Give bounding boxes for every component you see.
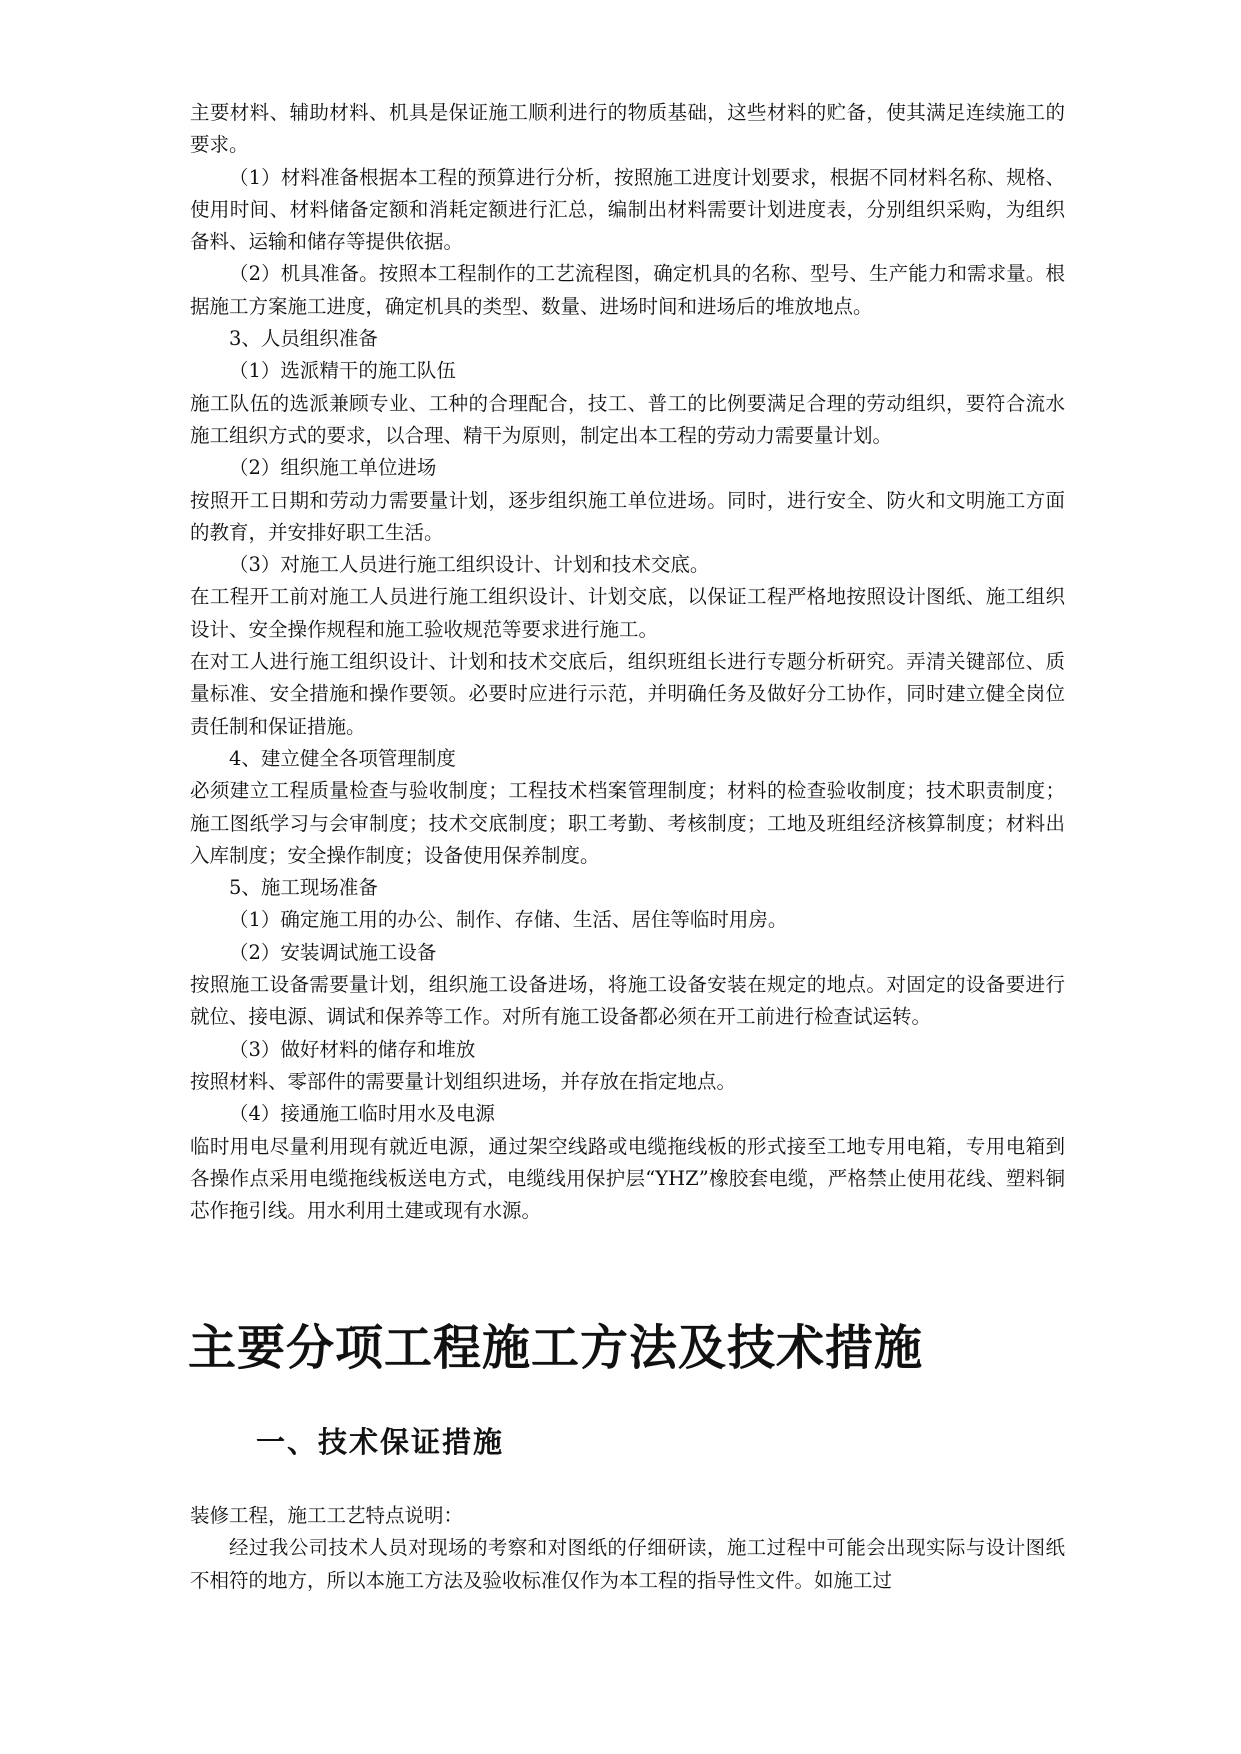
paragraph: 按照材料、零部件的需要量计划组织进场，并存放在指定地点。	[190, 1069, 737, 1093]
main-heading: 主要分项工程施工方法及技术措施	[188, 1320, 924, 1376]
paragraph: 在对工人进行施工组织设计、计划和技术交底后，组织班组长进行专题分析研究。弄清关键部位、质量标准、安全措施和操作要领。必要时应进行示范，并明确任务及做好分工协作，同时建立健全岗位责任制和保证措施。	[190, 650, 1065, 738]
paragraph: 按照开工日期和劳动力需要量计划，逐步组织施工单位进场。同时，进行安全、防火和文明施工方面的教育，并安排好职工生活。	[190, 488, 1065, 544]
paragraph: （1）材料准备根据本工程的预算进行分析，按照施工进度计划要求，根据不同材料名称、规格、使用时间、材料储备定额和消耗定额进行汇总，编制出材料需要计划进度表，分别组织采购，为组织备料、运输和储存等提供依据。	[190, 165, 1065, 254]
section-heading-site: 5、施工现场准备	[229, 876, 378, 900]
paragraph: 施工队伍的选派兼顾专业、工种的合理配合，技工、普工的比例要满足合理的劳动组织，要符合流水施工组织方式的要求，以合理、精干为原则，制定出本工程的劳动力需要量计划。	[190, 391, 1065, 447]
paragraph: 在工程开工前对施工人员进行施工组织设计、计划交底，以保证工程严格地按照设计图纸、施工组织设计、安全操作规程和施工验收规范等要求进行施工。	[190, 585, 1065, 641]
paragraph: （1）选派精干的施工队伍	[229, 359, 456, 383]
paragraph: 按照施工设备需要量计划，组织施工设备进场，将施工设备安装在规定的地点。对固定的设备要进行就位、接电源、调试和保养等工作。对所有施工设备都必须在开工前进行检查试运转。	[190, 973, 1065, 1029]
paragraph: （2）组织施工单位进场	[229, 456, 437, 480]
paragraph: （1）确定施工用的办公、制作、存储、生活、居住等临时用房。	[229, 908, 788, 932]
sub-heading: 一、技术保证措施	[256, 1425, 505, 1459]
paragraph: （3）做好材料的储存和堆放	[229, 1037, 476, 1061]
section-heading-personnel: 3、人员组织准备	[229, 327, 378, 351]
body-text	[190, 97, 1065, 1227]
paragraph: 临时用电尽量利用现有就近电源，通过架空线路或电缆拖线板的形式接至工地专用电箱，专用电箱到各操作点采用电缆拖线板送电方式，电缆线用保护层“YHZ”橡胶套电缆，严格禁止使用花线、塑料铜芯作拖引线。用水利用土建或现有水源。	[190, 1134, 1065, 1223]
tail-text	[190, 1500, 1065, 1597]
paragraph: （4）接通施工临时用水及电源	[229, 1102, 495, 1126]
paragraph: （2）机具准备。按照本工程制作的工艺流程图，确定机具的名称、型号、生产能力和需求量。根据施工方案施工进度，确定机具的类型、数量、进场时间和进场后的堆放地点。	[190, 262, 1065, 318]
section-heading-management: 4、建立健全各项管理制度	[229, 746, 456, 770]
paragraph: （3）对施工人员进行施工组织设计、计划和技术交底。	[229, 553, 710, 577]
paragraph: 经过我公司技术人员对现场的考察和对图纸的仔细研读，施工过程中可能会出现实际与设计图纸不相符的地方，所以本施工方法及验收标准仅作为本工程的指导性文件。如施工过	[190, 1536, 1065, 1592]
paragraph: （2）安装调试施工设备	[229, 940, 437, 964]
paragraph: 主要材料、辅助材料、机具是保证施工顺利进行的物质基础，这些材料的贮备，使其满足连续施工的要求。	[190, 101, 1065, 157]
paragraph: 必须建立工程质量检查与验收制度；工程技术档案管理制度；材料的检查验收制度；技术职责制度；施工图纸学习与会审制度；技术交底制度；职工考勤、考核制度；工地及班组经济核算制度；材料出入库制度；安全操作制度；设备使用保养制度。	[190, 779, 1065, 867]
paragraph: 装修工程，施工工艺特点说明：	[190, 1504, 464, 1527]
